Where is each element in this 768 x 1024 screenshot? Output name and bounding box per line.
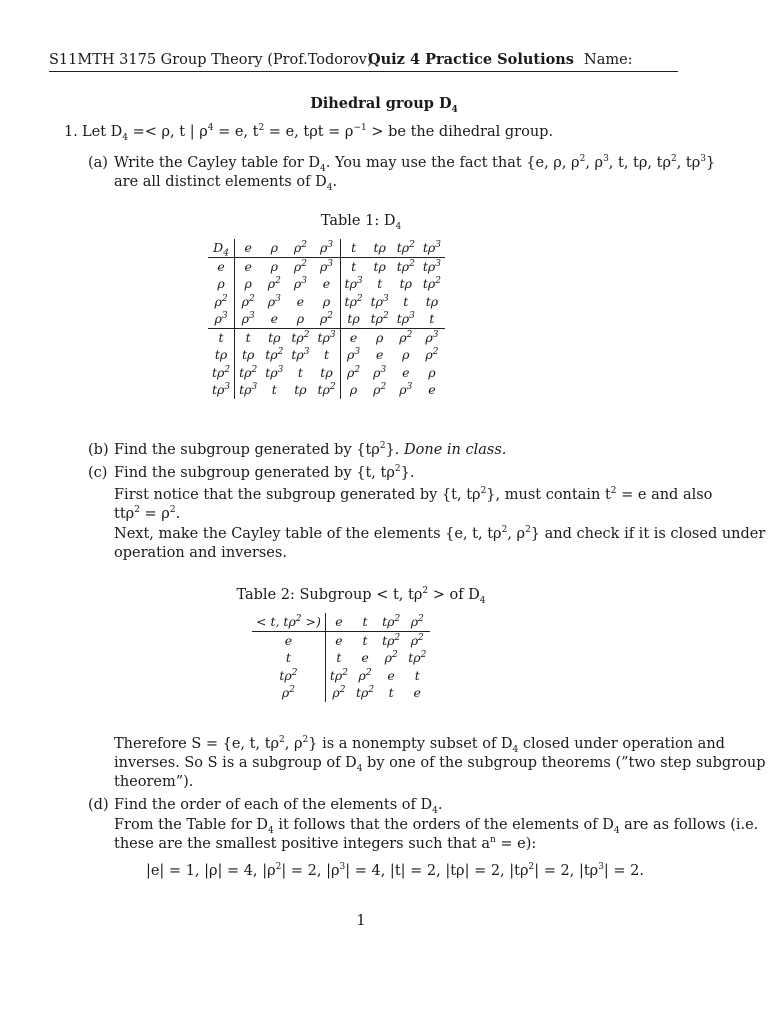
part-c-p2-line1: Next, make the Cayley table of the elements {e, t, $t\rho^2$, $\rho^2$} and check if it is closed under <box>114 525 766 542</box>
table-cell: $\rho^2$ <box>347 364 361 380</box>
table-cell: tρ <box>399 276 412 291</box>
table-cell: tρ <box>373 258 386 274</box>
row-header: $t\rho^2$ <box>208 364 235 382</box>
conclusion-line2: inverses. So S is a subgroup of $D_4$ by one of the subgroup theorems (”two step subgroup <box>114 755 766 774</box>
table-cell: e <box>244 258 252 274</box>
table-corner-label: < t, $t\rho^2$ >) <box>252 613 325 631</box>
column-header: $t\rho^2$ <box>393 239 419 257</box>
table-cell: $t\rho^3$ <box>344 275 363 291</box>
column-header: t <box>352 613 378 631</box>
table-cell: t <box>377 276 383 291</box>
table-cell: ρ <box>428 364 436 380</box>
table-cell: tρ <box>294 382 307 397</box>
course-title: S11MTH 3175 Group Theory (Prof.Todorov) <box>49 52 373 68</box>
row-header: e <box>208 257 235 275</box>
part-c-p1-line2: $tt\rho^2 = \rho^2$. <box>114 505 181 522</box>
table-cell: tρ <box>241 347 255 362</box>
column-header: $\rho^3$ <box>313 239 340 257</box>
table-cell: tρ <box>313 364 340 382</box>
page-number: 1 <box>356 913 366 929</box>
table-cell: e <box>335 632 343 648</box>
table-corner-label: $D_4$ <box>208 239 235 257</box>
table-cell: tρ <box>268 329 281 345</box>
part-b-text <box>114 441 506 460</box>
table-cell: ρ <box>349 382 358 397</box>
table-cell: ρ <box>402 347 410 362</box>
part-b-label: (b) <box>88 442 109 458</box>
part-c-p2-line2: operation and inverses. <box>114 545 287 561</box>
table-row <box>208 346 445 364</box>
table-cell: $t\rho^2$ <box>382 632 401 648</box>
table-cell: $t\rho^3$ <box>422 258 441 274</box>
table-row <box>208 364 445 382</box>
table-cell: tρ <box>340 310 367 328</box>
table-cell: t <box>336 650 342 665</box>
row-header: $\rho^3$ <box>208 310 235 328</box>
table-cell: $\rho^3$ <box>347 346 361 362</box>
table-cell: $\rho^2$ <box>373 381 387 397</box>
table-cell: $\rho^3$ <box>293 275 307 291</box>
table-cell: $t\rho^3$ <box>239 381 258 397</box>
conclusion-line1: Therefore S = {e, t, $t\rho^2$, $\rho^2$} is a nonempty subset of $D_4$ closed under operation and <box>114 735 725 755</box>
table-cell: $\rho^3$ <box>313 257 340 275</box>
table-cell: t <box>388 685 394 700</box>
column-header: ρ <box>261 239 287 257</box>
table-cell: $t\rho^3$ <box>393 310 419 328</box>
table-cell: $t\rho^3$ <box>370 293 389 309</box>
table-cell: t <box>362 632 368 648</box>
section-title: Dihedral group $D_4$ <box>310 95 458 115</box>
document-title: Quiz 4 Practice Solutions <box>368 51 574 68</box>
table-cell: $\rho^2$ <box>358 667 372 683</box>
table-row <box>252 649 430 667</box>
table-cell: t <box>271 382 277 397</box>
element-orders: |e| = 1, |ρ| = 4, $|\rho^2| = 2$, $|\rho^3| = 4$, |t| = 2, |tρ| = 2, $|t\rho^2| = 2$, $|t\rho^3| = 2$. <box>145 862 645 879</box>
part-d-label: (d) <box>88 797 109 813</box>
table-cell: e <box>313 275 340 293</box>
column-header: $\rho^2$ <box>287 239 313 257</box>
table2-caption: Table 2: Subgroup < t, $t\rho^2$ > of $D_4$ <box>236 586 486 606</box>
table-cell: $t\rho^2$ <box>265 346 284 362</box>
table-cell: $t\rho^2$ <box>355 684 375 700</box>
problem-number: 1. <box>64 124 78 140</box>
part-a-label: (a) <box>88 155 108 171</box>
table-cell: e <box>261 310 287 328</box>
cayley-table-d4 <box>208 239 445 399</box>
column-header: tρ <box>367 239 393 257</box>
column-header: $t\rho^3$ <box>419 239 445 257</box>
part-c-p1-line1: First notice that the subgroup generated by {t, $t\rho^2$}, must contain $t^2 = e$ and also <box>114 486 713 503</box>
part-a-line2: are all distinct elements of $D_4$. <box>114 174 338 193</box>
part-a-line1: Write the Cayley table for $D_4$. You may use the fact that {e, ρ, $\rho^2$, $\rho^3$, t, tρ, $t\rho^2$, $t\rho^3$} <box>114 154 716 174</box>
table-row <box>208 257 445 275</box>
row-header: t <box>252 649 325 667</box>
table-cell: ρ <box>270 258 278 274</box>
table-cell: $t\rho^3$ <box>291 346 310 362</box>
table-cell: e <box>349 329 358 345</box>
table-cell: t <box>419 310 445 328</box>
table-cell: e <box>428 382 436 397</box>
table-cell: $t\rho^2$ <box>313 381 340 399</box>
part-d-line2: these are the smallest positive integers such that $a^n = e$): <box>114 835 537 852</box>
row-header: tρ <box>208 346 235 364</box>
table-cell: tρ <box>425 293 439 309</box>
table-cell: t <box>297 364 303 380</box>
table-cell: $\rho^2$ <box>399 329 413 345</box>
part-c-label: (c) <box>88 465 108 481</box>
part-c-text: Find the subgroup generated by {t, $t\rho^2$}. <box>114 464 415 481</box>
table-cell: $\rho^3$ <box>373 364 387 380</box>
name-label: Name: <box>584 52 633 68</box>
table-cell: e <box>402 364 410 380</box>
table-cell: e <box>387 667 395 683</box>
table-row <box>208 381 445 399</box>
table-cell: $\rho^2$ <box>332 684 346 700</box>
table-cell: $\rho^3$ <box>399 381 413 397</box>
column-header: t <box>340 239 367 257</box>
table-row <box>208 293 445 311</box>
part-b-note: Done in class. <box>404 442 507 458</box>
table-cell: $\rho^2$ <box>410 632 424 648</box>
row-header: $\rho^2$ <box>252 684 325 702</box>
table-cell: $\rho^2$ <box>293 258 307 274</box>
table-cell: t <box>403 293 409 309</box>
page-header <box>49 51 678 72</box>
row-header: $t\rho^2$ <box>252 667 325 685</box>
table-cell: ρ <box>313 293 340 311</box>
table-cell: ρ <box>244 276 252 291</box>
table-cell: e <box>376 347 384 362</box>
part-b-question: Find the subgroup generated by $\{t\rho^2\}$. <box>114 441 400 458</box>
row-header: t <box>208 328 235 346</box>
table-cell: $\rho^2$ <box>425 346 439 362</box>
column-header: $t\rho^2$ <box>378 613 404 631</box>
column-header: e <box>325 613 352 631</box>
conclusion-line3: theorem”). <box>114 774 194 790</box>
table-cell: $t\rho^3$ <box>265 364 284 380</box>
cayley-table-subgroup <box>252 613 430 702</box>
table-cell: ρ <box>287 310 313 328</box>
table-cell: $t\rho^3$ <box>313 328 340 346</box>
row-header: $t\rho^3$ <box>208 381 235 399</box>
part-d-line1: From the Table for $D_4$ it follows that the orders of the elements of $D_4$ are as follows (i.e. <box>114 817 759 836</box>
row-header: e <box>252 631 325 649</box>
table-cell: t <box>351 258 357 274</box>
row-header: $\rho^2$ <box>208 293 235 311</box>
table-cell: $t\rho^2$ <box>367 310 393 328</box>
table-cell: $\rho^2$ <box>267 275 281 291</box>
table-row <box>252 631 430 649</box>
table-cell: $t\rho^2$ <box>408 649 427 665</box>
table-cell: e <box>296 293 305 309</box>
table-row <box>252 667 430 685</box>
table-cell: t <box>313 346 340 364</box>
table-cell: $\rho^2$ <box>313 310 340 328</box>
table-cell: $t\rho^2$ <box>422 275 441 291</box>
column-header: e <box>235 239 262 257</box>
table-cell: e <box>413 685 421 700</box>
table-cell: e <box>361 650 369 665</box>
table-cell: $\rho^2$ <box>241 293 255 309</box>
part-d-text: Find the order of each of the elements of $D_4$. <box>114 797 443 816</box>
table-row <box>208 328 445 346</box>
table-row <box>208 275 445 293</box>
table-cell: $t\rho^2$ <box>291 329 310 345</box>
column-header: $\rho^2$ <box>404 613 430 631</box>
table1-caption: Table 1: $D_4$ <box>320 213 402 232</box>
table-row <box>252 684 430 702</box>
table-cell: $t\rho^2$ <box>344 293 363 309</box>
table-cell: ρ <box>376 329 384 345</box>
table-row <box>208 310 445 328</box>
table-cell: $\rho^3$ <box>235 310 262 328</box>
table-cell: $t\rho^2$ <box>329 667 348 683</box>
table-cell: $t\rho^2$ <box>239 364 258 380</box>
table-cell: $t\rho^2$ <box>396 258 415 274</box>
table-cell: $\rho^2$ <box>384 649 398 665</box>
table-cell: t <box>414 667 420 683</box>
table-cell: $\rho^3$ <box>425 329 439 345</box>
table-cell: t <box>245 329 251 345</box>
problem-statement: Let $D_4 =< \rho$, t | $\rho^4 = e$, $t^2 = e$, $t\rho t = \rho^{-1}$ > be the dihedral group. <box>82 123 554 143</box>
table-cell: $\rho^3$ <box>267 293 281 309</box>
row-header: ρ <box>208 275 235 293</box>
